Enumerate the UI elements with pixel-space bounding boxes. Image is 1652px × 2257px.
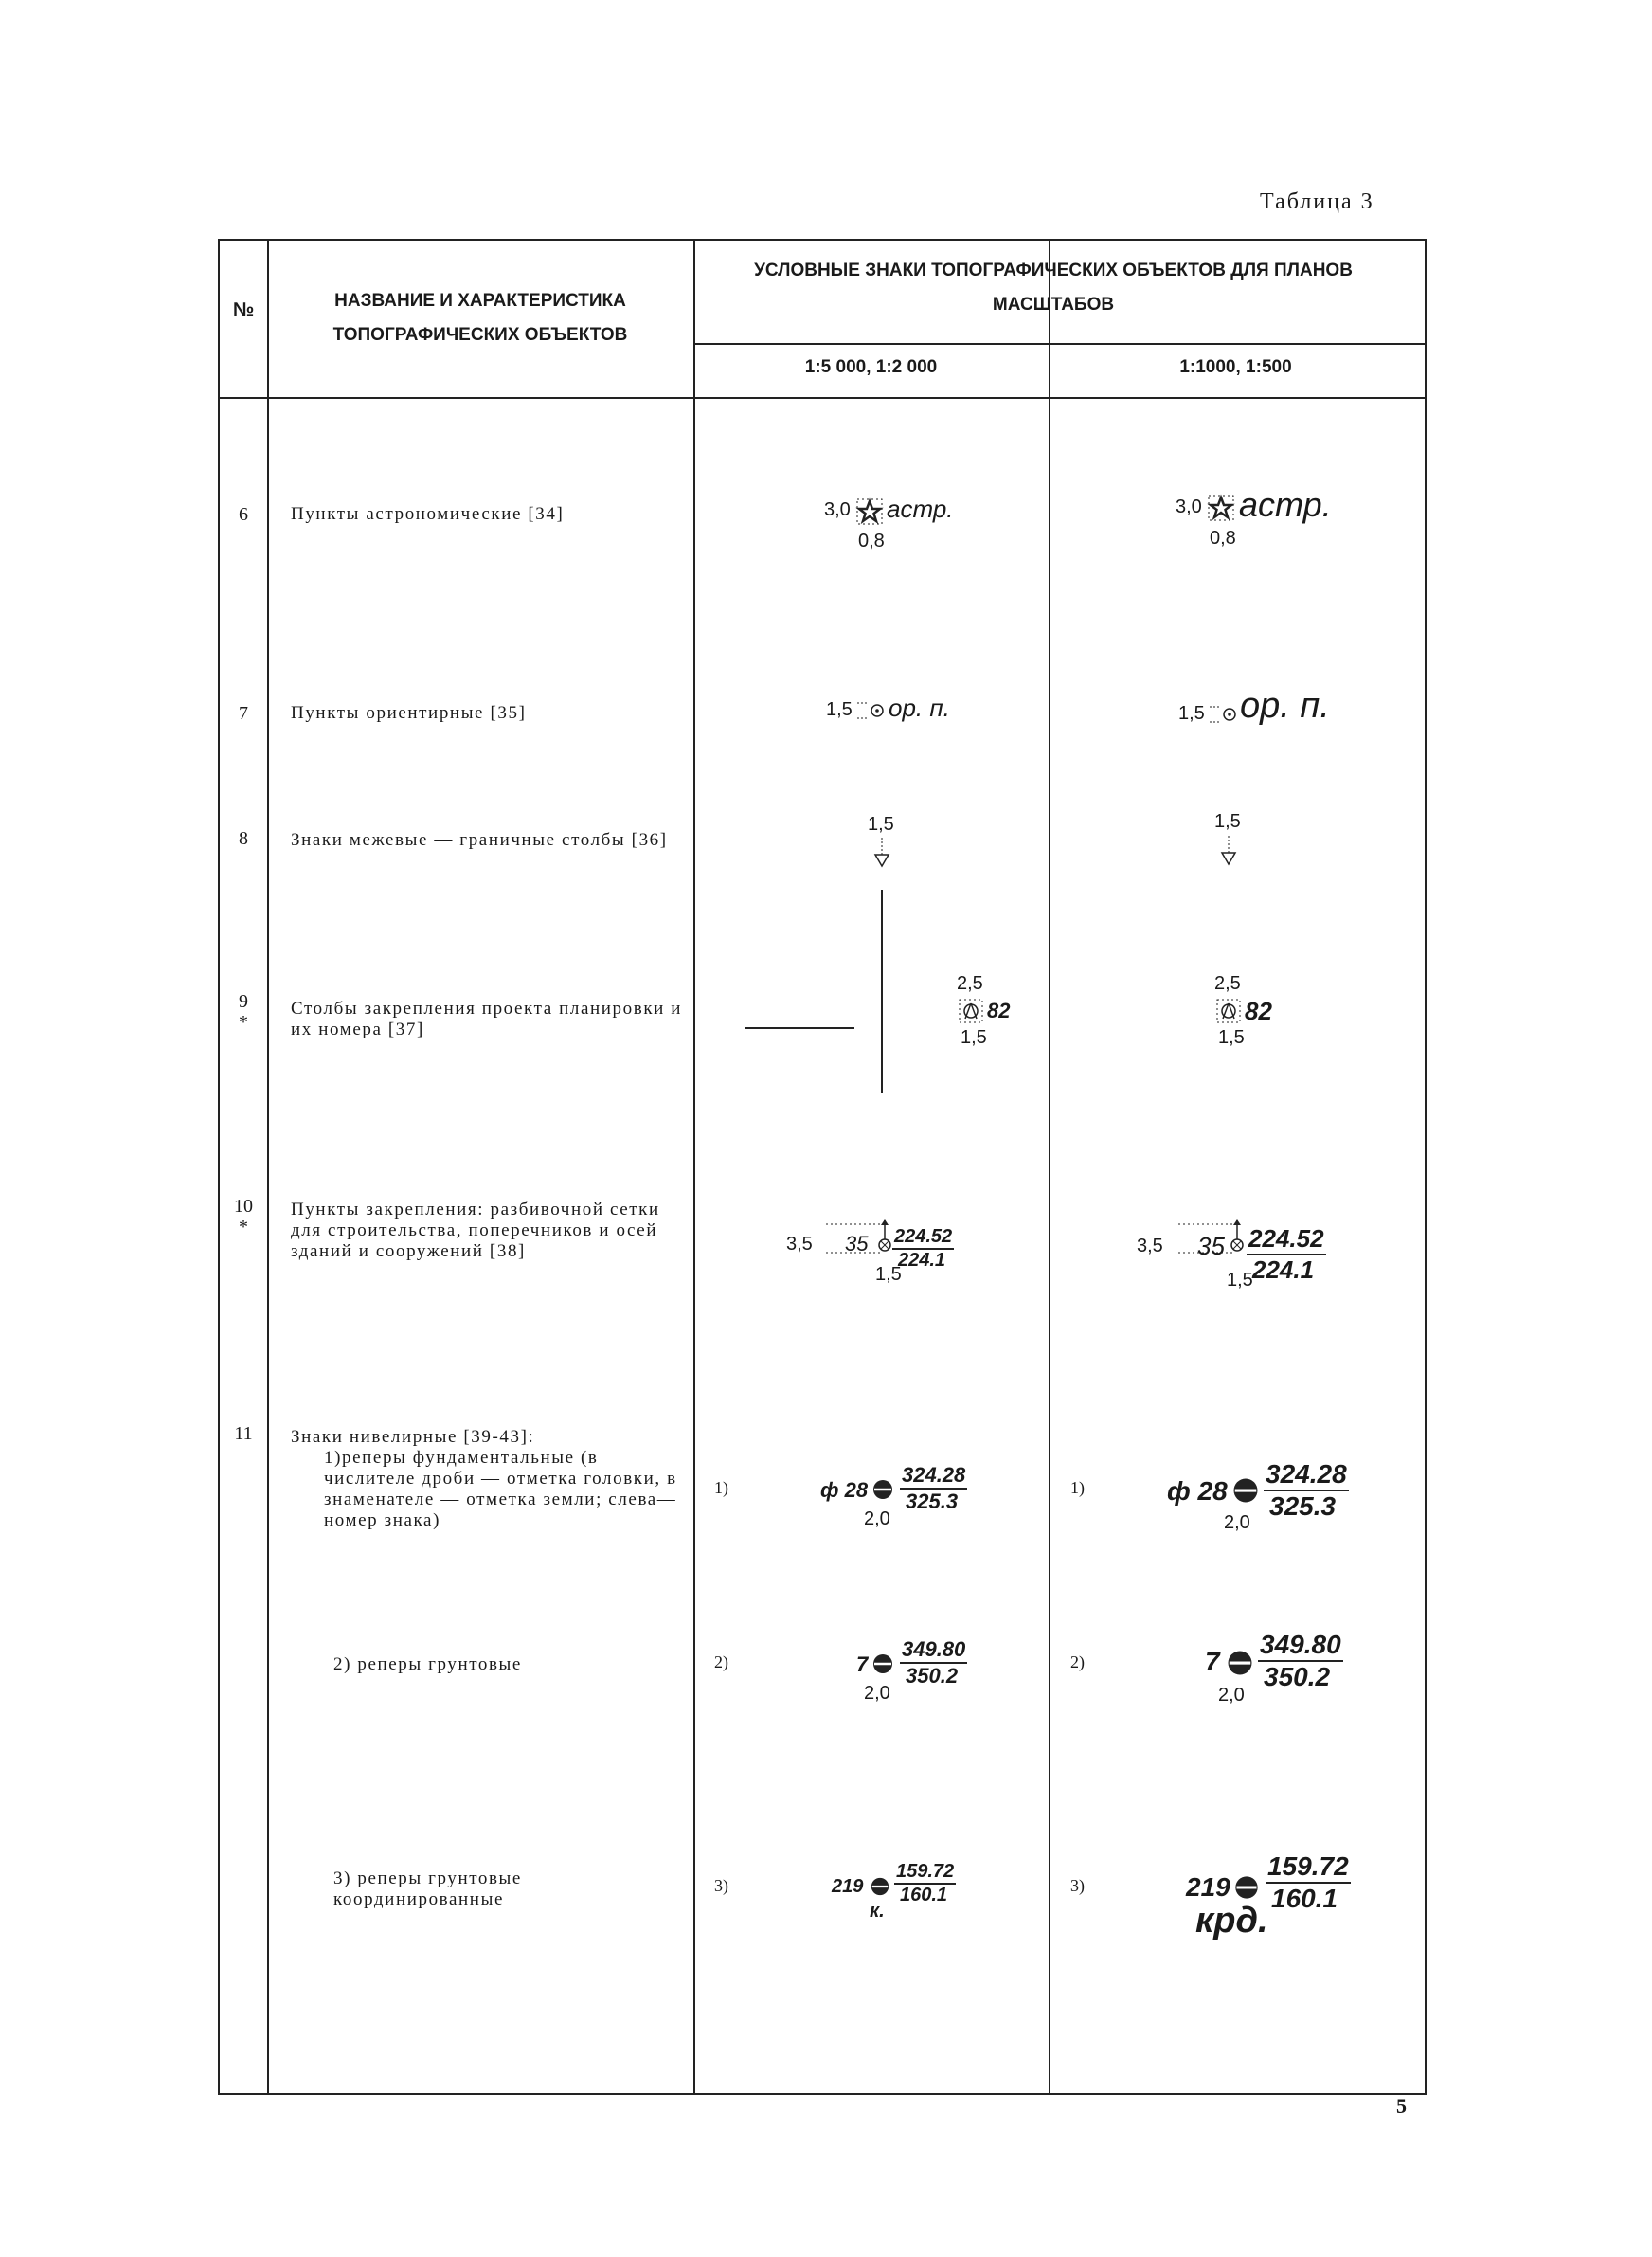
row-9-number: 9 <box>239 991 248 1012</box>
header-object-name: НАЗВАНИЕ И ХАРАКТЕРИСТИКА ТОПОГРАФИЧЕСКИХ ОБЪЕКТОВ <box>332 291 628 345</box>
row-11-sub1-id: ф 28 <box>1167 1476 1228 1506</box>
row-10-number: 10 <box>234 1196 253 1217</box>
header-divider <box>220 397 1425 399</box>
row-7-number: 7 <box>239 703 248 724</box>
row-11-sub3-text: 3) реперы грунтовые координированные <box>333 1869 522 1909</box>
row-11-sub2-id: 7 <box>1205 1647 1220 1676</box>
row-11-sub1-text: 1)реперы фундаментальные (в числителе дроби — отметка головки, в знаменателе — отметка земли; слева—номер знака) <box>324 1448 677 1530</box>
row-6-bottom-dim: 0,8 <box>1210 528 1236 549</box>
header-conventional-signs: УСЛОВНЫЕ ЗНАКИ ТОПОГРАФИЧЕСКИХ ОБЪЕКТОВ ДЛЯ ПЛАНОВ МАСШТАБОВ <box>754 261 1353 315</box>
row-11-sub2-denominator: 350.2 <box>906 1664 959 1688</box>
benchmark-icon <box>1233 1874 1260 1901</box>
row-11-sub3-marker: 3) <box>1070 1876 1085 1895</box>
row-11-sub2-numerator: 349.80 <box>900 1637 967 1664</box>
anchor-post-icon <box>1216 999 1241 1023</box>
row-9-name: Столбы закрепления проекта планировки и их номера [37] <box>291 999 683 1039</box>
row-10-denominator: 224.1 <box>1252 1255 1315 1284</box>
row-8-top-dim: 1,5 <box>1214 811 1241 832</box>
row-6-name: Пункты астрономические [34] <box>291 504 565 524</box>
row-10-bottom-dim: 1,5 <box>1227 1270 1253 1291</box>
row-9-top-dim: 2,5 <box>957 973 983 994</box>
row-6-number: 6 <box>239 504 248 525</box>
row-11-sub2-dim: 2,0 <box>864 1683 890 1704</box>
row-8-top-dim: 1,5 <box>868 814 894 835</box>
row-11-sub3-numerator: 159.72 <box>1266 1851 1351 1884</box>
row-11-sub1-dim: 2,0 <box>1224 1512 1250 1533</box>
row-11-sub1-denominator: 325.3 <box>906 1490 959 1513</box>
row-11-sub3-id: 219 <box>832 1876 864 1897</box>
row-11-sub3-fraction <box>894 1861 956 1906</box>
row-11-sub3-fraction <box>1266 1851 1351 1914</box>
row-10-left-dim: 3,5 <box>786 1234 813 1255</box>
row-10-denominator: 224.1 <box>898 1250 946 1271</box>
page-number: 5 <box>1396 2094 1407 2118</box>
row-11-sub1-dim: 2,0 <box>864 1508 890 1529</box>
row-11-sub3-suffix-large: крд. <box>1195 1901 1268 1941</box>
row-10-fraction <box>1247 1224 1326 1285</box>
row-11-sub3-suffix-small: к. <box>870 1901 885 1922</box>
row-10-bottom-dim: 1,5 <box>875 1264 902 1285</box>
row-11-sub2-id: 7 <box>856 1652 869 1676</box>
row-6-left-dim: 3,0 <box>824 499 851 520</box>
grid-point-icon <box>1178 1219 1248 1256</box>
header-scale-small: 1:5 000, 1:2 000 <box>804 357 938 377</box>
anchor-post-icon <box>959 999 983 1023</box>
row-10-point-id: 35 <box>845 1232 869 1255</box>
row-9-number-label: 82 <box>987 999 1011 1022</box>
row-11-sub2-marker: 2) <box>714 1652 728 1671</box>
row-11-sub1-fraction <box>1264 1459 1349 1522</box>
landmark-point-icon <box>856 699 885 722</box>
row-11-sub2-denominator: 350.2 <box>1264 1662 1331 1691</box>
row-9-number-label: 82 <box>1245 997 1272 1025</box>
boundary-post-icon <box>1218 836 1239 866</box>
row-11-sub2-dim: 2,0 <box>1218 1685 1245 1706</box>
benchmark-icon <box>1231 1476 1260 1505</box>
col-divider <box>693 241 695 2093</box>
benchmark-icon <box>871 1652 894 1675</box>
landmark-point-icon <box>1209 703 1237 726</box>
row-10-numerator: 224.52 <box>892 1226 954 1250</box>
table <box>218 239 1427 2095</box>
row-11-sub2-marker: 2) <box>1070 1652 1085 1671</box>
row-11-sub3-id: 219 <box>1186 1872 1230 1902</box>
col-divider <box>267 241 269 2093</box>
row-11-sub2-fraction <box>1258 1630 1343 1692</box>
row-9-bottom-dim: 1,5 <box>961 1027 987 1048</box>
planning-boundary-line <box>745 1027 854 1029</box>
row-6-left-dim: 3,0 <box>1176 497 1202 517</box>
row-11-sub1-numerator: 324.28 <box>1264 1459 1349 1491</box>
row-11-sub2-numerator: 349.80 <box>1258 1630 1343 1662</box>
row-11-sub1-marker: 1) <box>1070 1478 1085 1497</box>
row-11-sub1-numerator: 324.28 <box>900 1463 967 1490</box>
row-6-label: астр. <box>1239 485 1332 524</box>
row-7-label: ор. п. <box>889 694 950 722</box>
row-8-number: 8 <box>239 828 248 849</box>
row-11-sub1-fraction <box>900 1463 967 1514</box>
row-10-numerator: 224.52 <box>1247 1224 1326 1255</box>
star-icon <box>1208 495 1234 521</box>
row-7-name: Пункты ориентирные [35] <box>291 703 527 723</box>
benchmark-icon <box>870 1876 890 1897</box>
header-subdivider <box>693 343 1425 345</box>
row-11-sub2-text: 2) реперы грунтовые <box>333 1654 522 1674</box>
row-8-name: Знаки межевые — граничные столбы [36] <box>291 830 668 850</box>
row-11-sub1-id: ф 28 <box>820 1478 869 1502</box>
row-11-sub3-numerator: 159.72 <box>894 1861 956 1885</box>
star-icon <box>856 498 883 525</box>
row-7-label: ор. п. <box>1240 686 1330 726</box>
row-7-left-dim: 1,5 <box>1178 703 1205 724</box>
row-11-sub3-marker: 3) <box>714 1876 728 1895</box>
row-9-top-dim: 2,5 <box>1214 973 1241 994</box>
row-6-label: астр. <box>887 495 954 523</box>
row-11-number: 11 <box>234 1423 253 1444</box>
header-number: № <box>232 299 255 320</box>
row-9-mark: * <box>239 1012 248 1033</box>
row-9-bottom-dim: 1,5 <box>1218 1027 1245 1048</box>
row-10-left-dim: 3,5 <box>1137 1236 1163 1256</box>
planning-vertical-line <box>881 890 883 1093</box>
table-label: Таблица 3 <box>1260 190 1374 214</box>
row-6-bottom-dim: 0,8 <box>858 531 885 551</box>
row-10-name: Пункты закрепления: разбивочной сетки для строительства, поперечников и осей зданий и сооружений [38] <box>291 1200 660 1261</box>
row-11-sub2-fraction <box>900 1637 967 1688</box>
col-divider <box>1049 241 1050 2093</box>
header-scale-large: 1:1000, 1:500 <box>1179 357 1292 377</box>
benchmark-icon <box>871 1478 894 1501</box>
row-10-point-id: 35 <box>1197 1232 1225 1260</box>
benchmark-icon <box>1226 1649 1254 1677</box>
row-7-left-dim: 1,5 <box>826 699 853 720</box>
row-11-sub3-denominator: 160.1 <box>1271 1884 1338 1913</box>
row-11-name: Знаки нивелирные [39-43]: <box>291 1427 535 1447</box>
row-11-sub3-denominator: 160.1 <box>900 1885 948 1905</box>
row-10-mark: * <box>239 1217 248 1237</box>
boundary-post-icon <box>871 838 892 868</box>
grid-point-icon <box>826 1219 896 1256</box>
row-11-sub1-marker: 1) <box>714 1478 728 1497</box>
row-11-sub1-denominator: 325.3 <box>1269 1491 1337 1521</box>
